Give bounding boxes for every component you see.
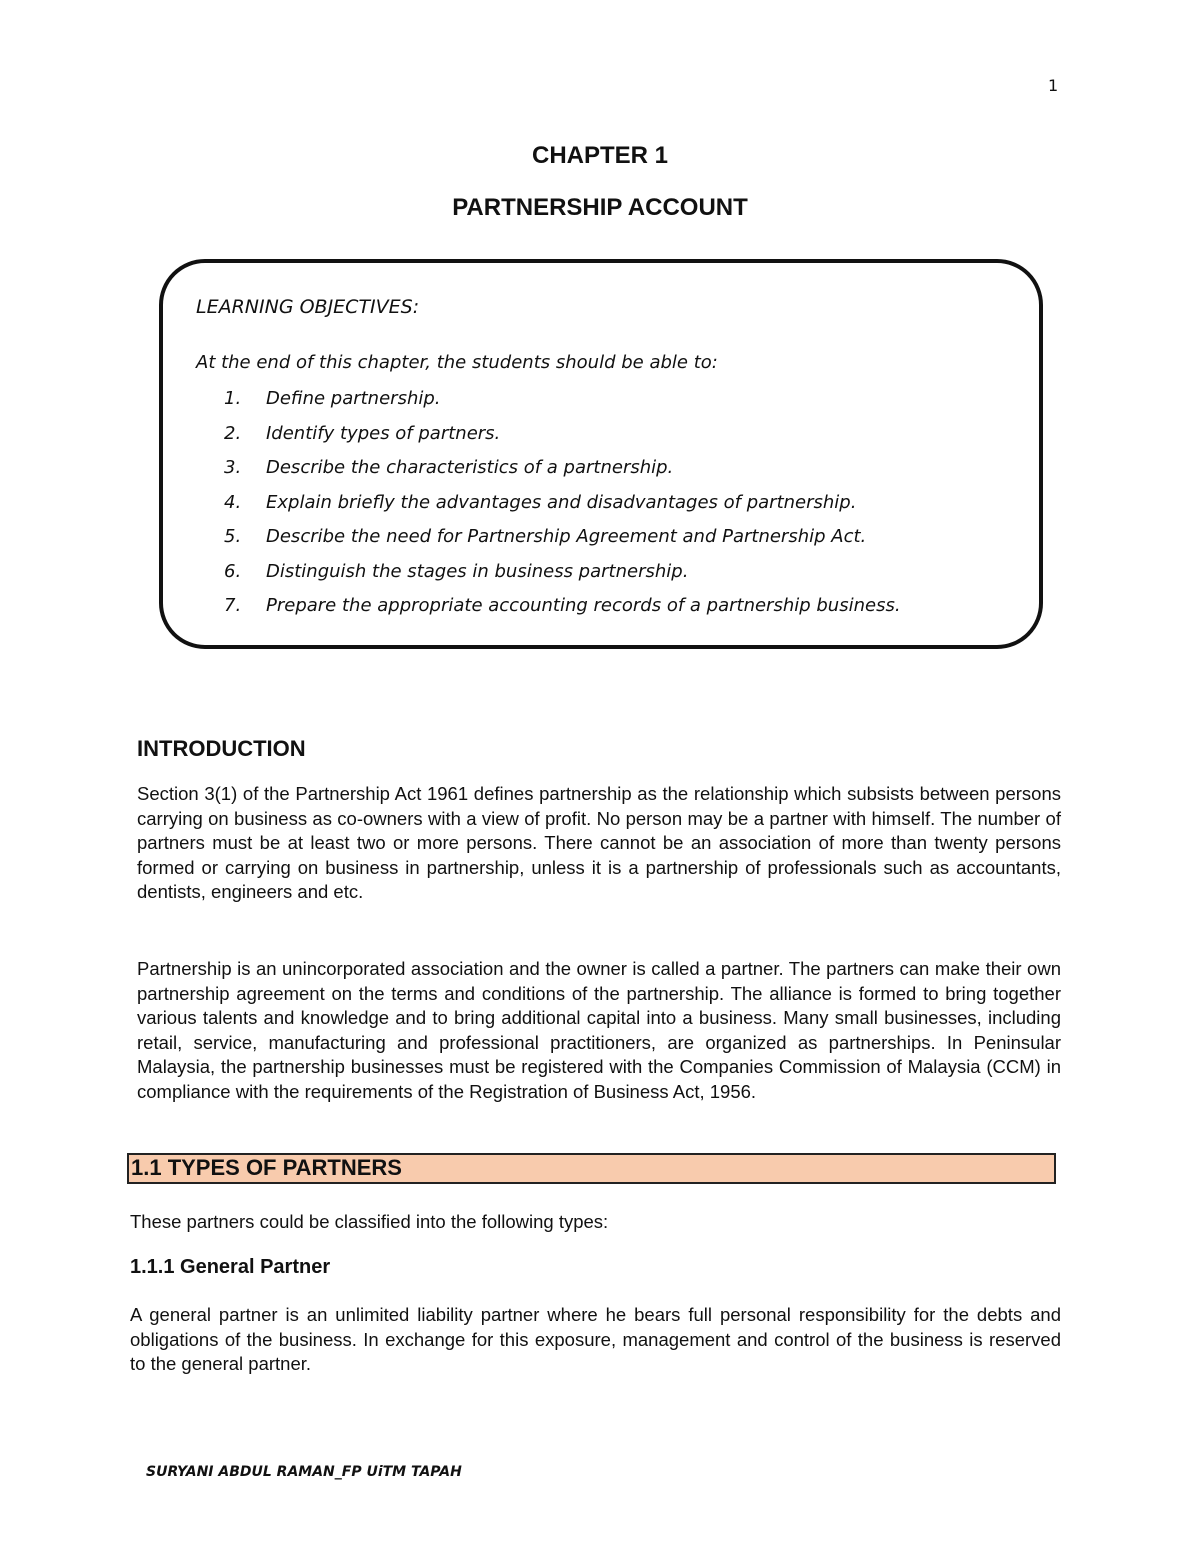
objective-text: Define partnership. (266, 388, 441, 409)
objective-number: 2. (224, 422, 242, 444)
objective-item (224, 560, 901, 595)
introduction-paragraph-2: Partnership is an unincorporated association and the owner is called a partner. The partners can make their own partnership agreement on the terms and conditions of the partnership. The alliance is formed to bring together various talents and knowledge and to bring additional capital into a business. Many small businesses, including retail, service, manufacturing and professional practitioners, are organized as partnerships. In Peninsular Malaysia, the partnership businesses must be registered with the Companies Commission of Malaysia (CCM) in compliance with the requirements of the Registration of Business Act, 1956. (137, 958, 1061, 1102)
objective-number: 1. (224, 388, 242, 409)
objective-number: 6. (224, 560, 242, 582)
page-footer: SURYANI ABDUL RAMAN_FP UiTM TAPAH (146, 1464, 462, 1480)
general-partner-paragraph: A general partner is an unlimited liability partner where he bears full personal responsibility for the debts and obligations of the business. In exchange for this exposure, management and control of the business is reserved to the general partner. (130, 1304, 1061, 1375)
objective-item (224, 456, 901, 491)
chapter-subtitle: PARTNERSHIP ACCOUNT (452, 194, 748, 221)
objective-number: 3. (224, 457, 242, 478)
objective-item (224, 525, 901, 560)
page-number: 1 (1048, 76, 1059, 95)
objective-text: Prepare the appropriate accounting records of a partnership business. (266, 595, 901, 616)
objective-text: Explain briefly the advantages and disadvantages of partnership. (266, 491, 857, 513)
objective-text: Distinguish the stages in business partnership. (266, 560, 689, 582)
learning-objectives-heading: LEARNING OBJECTIVES: (196, 296, 420, 318)
general-partner-heading: 1.1.1 General Partner (130, 1256, 331, 1278)
objective-text: Identify types of partners. (266, 422, 501, 444)
objective-item (224, 594, 901, 629)
introduction-heading: INTRODUCTION (137, 736, 306, 761)
objective-item (224, 422, 901, 457)
introduction-paragraph-1: Section 3(1) of the Partnership Act 1961 defines partnership as the relationship which subsists between persons carrying on business as co-owners with a view of profit. No person may be a partner with himself. The number of partners must be at least two or more persons. There cannot be an association of more than twenty persons formed or carrying on business in partnership, unless it is a partnership of professionals such as accountants, dentists, engineers and etc. (137, 783, 1061, 903)
objective-item (224, 387, 901, 422)
types-of-partners-heading: 1.1 TYPES OF PARTNERS (131, 1155, 402, 1180)
objective-number: 4. (224, 491, 242, 513)
types-of-partners-intro: These partners could be classified into the following types: (130, 1211, 609, 1232)
objective-item (224, 491, 901, 526)
objective-number: 7. (224, 595, 242, 616)
learning-objectives-intro: At the end of this chapter, the students should be able to: (196, 352, 718, 373)
objective-number: 5. (224, 526, 242, 547)
learning-objectives-list (224, 387, 901, 629)
chapter-title: CHAPTER 1 (531, 142, 669, 169)
objective-text: Describe the characteristics of a partnership. (266, 457, 674, 478)
objective-text: Describe the need for Partnership Agreement and Partnership Act. (266, 526, 867, 547)
